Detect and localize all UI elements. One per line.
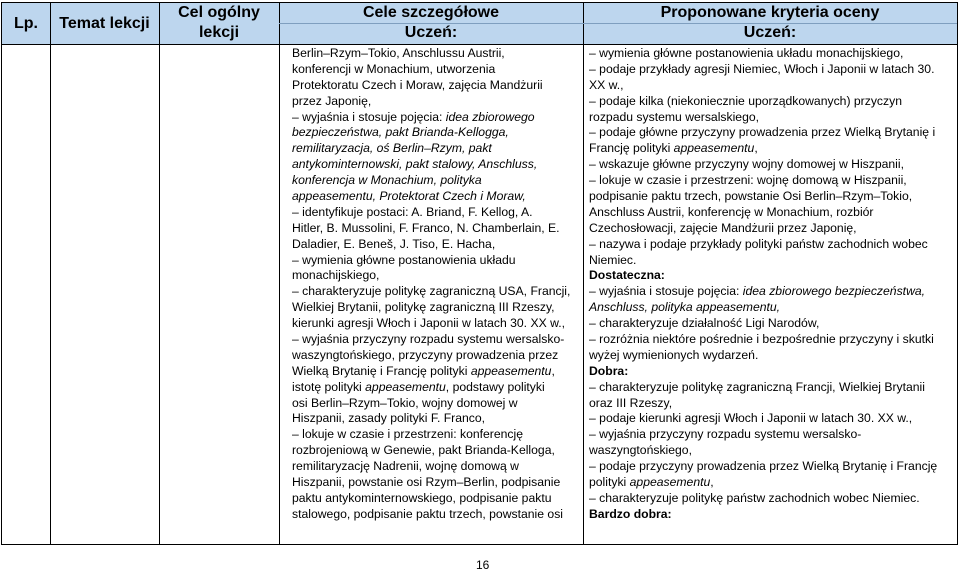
header-temat (50, 3, 159, 44)
text-line (589, 284, 955, 300)
header-cel-line1: Cel ogólny (178, 4, 260, 21)
text-segment: , (754, 141, 758, 156)
text-segment: waszyngtońskiego, (589, 443, 692, 458)
text-segment: – podaje przykłady agresji Niemiec, Włoch i Japonii w latach 30. (589, 61, 935, 76)
text-line (589, 253, 955, 269)
text-segment: appeasementu (365, 379, 446, 394)
divider (279, 23, 957, 24)
text-segment: – identyfikuje postaci: A. Briand, F. Kellog, A. (292, 204, 533, 219)
text-segment: Protektoratu Czech i Moraw, zajęcia Mandżurii (292, 77, 543, 92)
text-line (292, 427, 582, 443)
text-line (292, 94, 582, 110)
text-segment: Francję polityki (589, 141, 674, 156)
text-line (292, 268, 582, 284)
text-segment: – wymienia główne postanowienia układu monachijskiego, (589, 46, 904, 60)
text-segment: appeasementu (673, 141, 755, 156)
text-line (589, 110, 955, 126)
text-line (292, 141, 582, 157)
text-line (292, 380, 582, 396)
text-segment: – podaje kierunki agresji Włoch i Japonii w latach 30. XX w., (589, 411, 913, 426)
text-segment: Wielkiej Brytanii, politykę zagraniczną III Rzeszy, (292, 300, 555, 315)
text-line (589, 427, 955, 443)
text-line (589, 443, 955, 459)
text-segment: Wielką Brytanię i Francję polityki (292, 363, 471, 378)
text-segment: antykominternowski, pakt stalowy, Anschluss, (292, 157, 538, 172)
text-segment: Anschluss Austrii, konferencję w Monachium, rozbiór (589, 204, 874, 219)
text-segment: Czechosłowacji, zajęcie Mandżurii przez Japonię, (589, 220, 857, 235)
text-line (589, 396, 955, 412)
text-segment: – wyjaśnia i stosuje pojęcia: (292, 109, 446, 124)
header-uczen-right: Uczeń: (743, 24, 797, 41)
text-segment: remilitaryzację Nadrenii, wojnę domową w (292, 459, 519, 474)
text-line (292, 443, 582, 459)
text-line (292, 411, 582, 427)
text-segment: – wskazuje główne przyczyny wojny domowej w Hiszpanii, (589, 157, 904, 172)
text-segment: Anschluss, polityka appeasementu, (589, 300, 781, 315)
text-line (292, 205, 582, 221)
text-segment: podpisanie paktu trzech, powstanie Osi Berlin–Rzym–Tokio, (589, 189, 913, 204)
text-line (589, 459, 955, 475)
text-segment: istotę polityki (292, 379, 366, 394)
text-segment: idea zbiorowego bezpieczeństwa, (742, 284, 926, 299)
text-line (589, 332, 955, 348)
text-line (292, 507, 582, 523)
text-line (292, 46, 582, 62)
text-line (589, 237, 955, 253)
text-line (589, 507, 955, 523)
text-line (589, 348, 955, 364)
divider (2, 44, 957, 45)
text-segment: kierunki agresji Włoch i Japonii w latach 30. XX w., (292, 316, 565, 331)
text-segment: – wymienia główne postanowienia układu (292, 252, 516, 267)
header-lp-label: Lp. (14, 15, 38, 32)
text-segment: konferencji w Monachium, utworzenia (292, 61, 496, 76)
text-segment: appeasementu, Protektorat Czech i Moraw, (292, 189, 526, 204)
text-segment: polityki (589, 475, 630, 490)
text-segment: Hiszpanii, powstanie osi Rzym–Berlin, podpisanie (292, 475, 561, 490)
text-segment: bezpieczeństwa, pakt Brianda-Kellogga, (292, 125, 509, 140)
text-segment: remilitaryzacja, oś Berlin–Rzym, pakt (292, 141, 492, 156)
text-segment: , (551, 363, 555, 378)
text-segment: Berlin–Rzym–Tokio, Anschlussu Austrii, (292, 46, 505, 60)
text-line (292, 316, 582, 332)
text-segment: osi Berlin–Rzym–Tokio, wojny domowej w (292, 395, 518, 410)
text-segment: wyżej wymienionych wydarzeń. (589, 347, 759, 362)
text-segment: rozbrojeniową w Genewie, pakt Brianda-Kelloga, (292, 443, 555, 458)
header-cele-label: Cele szczegółowe (362, 4, 500, 21)
text-line (589, 364, 955, 380)
text-line (589, 189, 955, 205)
text-segment: Niemiec. (589, 252, 637, 267)
text-line (292, 364, 582, 380)
text-line (589, 78, 955, 94)
divider (583, 3, 584, 544)
text-line (292, 221, 582, 237)
text-segment: Dobra: (589, 363, 629, 378)
text-line (589, 221, 955, 237)
text-segment: – podaje główne przyczyny prowadzenia przez Wielką Brytanię i (589, 125, 936, 140)
header-cel-ogolny (159, 3, 279, 44)
text-segment: – wyjaśnia i stosuje pojęcia: (589, 284, 743, 299)
text-segment: – podaje kilka (niekoniecznie uporządkowanych) przyczyn (589, 93, 902, 108)
header-lp (2, 3, 50, 44)
text-line (589, 141, 955, 157)
divider (159, 3, 160, 544)
page-number: 16 (476, 558, 490, 572)
text-segment: oraz III Rzeszy, (589, 395, 673, 410)
text-segment: , podstawy polityki (445, 379, 545, 394)
text-segment: – charakteryzuje działalność Ligi Narodów, (589, 316, 820, 331)
text-segment: stalowego, podpisanie paktu trzech, powstanie osi (292, 506, 563, 521)
text-segment: , (710, 475, 714, 490)
text-line (292, 110, 582, 126)
header-kryteria-label: Proponowane kryteria oceny (660, 4, 880, 21)
text-segment: paktu antykominternowskiego, podpisanie paktu (292, 490, 552, 505)
text-segment: – rozróżnia niektóre pośrednie i bezpośrednie przyczyny i skutki (589, 332, 934, 347)
text-segment: przez Japonię, (292, 93, 372, 108)
text-segment: – lokuje w czasie i przestrzeni: wojnę domową w Hiszpanii, (589, 173, 907, 188)
text-line (589, 316, 955, 332)
divider (279, 3, 280, 544)
text-segment: appeasementu (470, 363, 552, 378)
text-segment: – nazywa i podaje przykłady polityki państw zachodnich wobec (589, 236, 928, 251)
text-line (292, 300, 582, 316)
text-line (589, 475, 955, 491)
text-line (589, 205, 955, 221)
text-segment: rozpadu systemu wersalskiego, (589, 109, 760, 124)
text-segment: konferencja w Monachium, polityka (292, 173, 482, 188)
text-line (589, 125, 955, 141)
text-line (292, 125, 582, 141)
text-segment: – podaje przyczyny prowadzenia przez Wielką Brytanię i Francję (589, 459, 938, 474)
text-line (292, 459, 582, 475)
text-segment: idea zbiorowego (445, 109, 535, 124)
text-line (292, 78, 582, 94)
header-cel-line2: lekcji (198, 24, 240, 41)
text-line (292, 491, 582, 507)
text-line (292, 348, 582, 364)
text-segment: waszyngtońskiego, przyczyny prowadzenia przez (292, 347, 559, 362)
text-line (292, 253, 582, 269)
text-line (589, 300, 955, 316)
text-line (292, 189, 582, 205)
text-segment: – wyjaśnia przyczyny rozpadu systemu wersalsko- (292, 332, 565, 347)
text-segment: Hitler, B. Mussolini, F. Franco, N. Chamberlain, E. (292, 220, 560, 235)
text-segment: Bardzo dobra: (589, 506, 672, 521)
text-segment: – charakteryzuje politykę państw zachodnich wobec Niemiec. (589, 490, 920, 505)
curriculum-table (1, 2, 958, 545)
text-line (589, 94, 955, 110)
text-line (292, 284, 582, 300)
text-line (589, 62, 955, 78)
text-line (292, 237, 582, 253)
text-line (292, 173, 582, 189)
text-line (292, 62, 582, 78)
text-segment: monachijskiego, (292, 268, 380, 283)
text-segment: – lokuje w czasie i przestrzeni: konferencję (292, 427, 523, 442)
text-segment: – wyjaśnia przyczyny rozpadu systemu wersalsko- (589, 427, 862, 442)
text-segment: appeasementu (629, 475, 711, 490)
text-segment: Dostateczna: (589, 268, 665, 283)
text-line (589, 46, 955, 62)
text-segment: Daladier, E. Beneš, J. Tiso, E. Hacha, (292, 236, 496, 251)
text-line (589, 411, 955, 427)
text-segment: Hiszpanii, zasady polityki F. Franco, (292, 411, 486, 426)
text-segment: – charakteryzuje politykę zagraniczną USA, Francji, (292, 284, 571, 299)
text-line (292, 475, 582, 491)
kryteria-column (589, 46, 955, 523)
header-uczen-left: Uczeń: (404, 24, 458, 41)
text-line (292, 396, 582, 412)
text-line (292, 332, 582, 348)
cele-szczegolowe-column (292, 46, 582, 523)
text-line (589, 268, 955, 284)
divider (50, 3, 51, 544)
text-line (589, 173, 955, 189)
text-segment: – charakteryzuje politykę zagraniczną Francji, Wielkiej Brytanii (589, 379, 925, 394)
text-line (589, 157, 955, 173)
text-line (292, 157, 582, 173)
text-segment: XX w., (589, 77, 624, 92)
text-line (589, 380, 955, 396)
text-line (589, 491, 955, 507)
header-temat-label: Temat lekcji (59, 15, 150, 32)
